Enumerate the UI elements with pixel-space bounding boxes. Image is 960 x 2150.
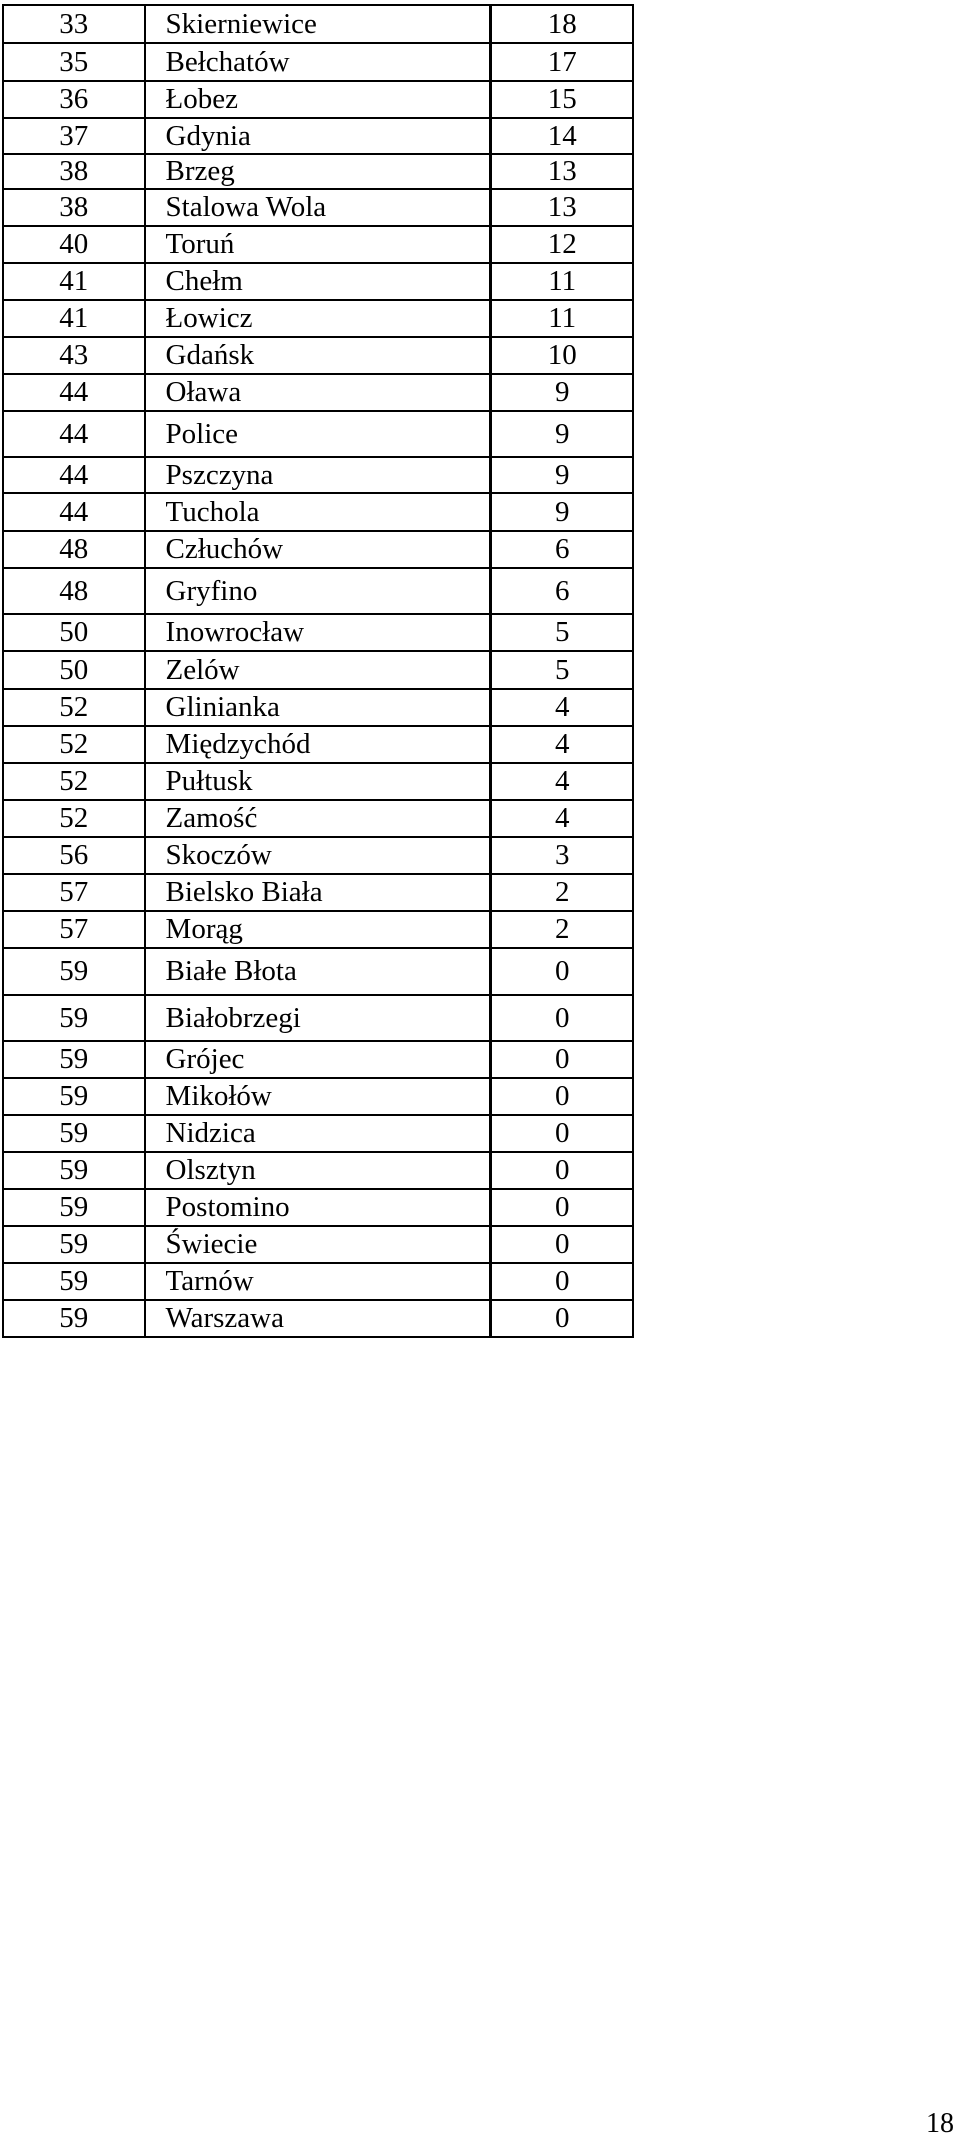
city-cell: Łowicz: [145, 300, 491, 337]
city-cell: Zelów: [145, 651, 491, 689]
rank-cell: 43: [3, 337, 145, 374]
table-row: [3, 337, 633, 374]
ranking-table: [2, 4, 634, 1338]
table-row: [3, 800, 633, 837]
score-cell: 4: [491, 726, 633, 763]
city-cell: Tarnów: [145, 1263, 491, 1300]
score-cell: 4: [491, 800, 633, 837]
rank-cell: 59: [3, 1300, 145, 1337]
city-cell: Grójec: [145, 1041, 491, 1078]
rank-cell: 52: [3, 689, 145, 726]
city-cell: Pułtusk: [145, 763, 491, 800]
table-row: [3, 1078, 633, 1115]
rank-cell: 35: [3, 43, 145, 81]
city-cell: Łobez: [145, 81, 491, 118]
table-row: [3, 874, 633, 911]
score-cell: 9: [491, 493, 633, 531]
rank-cell: 50: [3, 651, 145, 689]
city-cell: Olsztyn: [145, 1152, 491, 1189]
city-cell: Bełchatów: [145, 43, 491, 81]
table-row: [3, 1189, 633, 1226]
rank-cell: 52: [3, 763, 145, 800]
rank-cell: 44: [3, 411, 145, 457]
rank-cell: 40: [3, 226, 145, 263]
rank-cell: 59: [3, 995, 145, 1041]
score-cell: 11: [491, 263, 633, 300]
rank-cell: 38: [3, 189, 145, 226]
score-cell: 0: [491, 995, 633, 1041]
city-cell: Bielsko Biała: [145, 874, 491, 911]
rank-cell: 52: [3, 800, 145, 837]
table-row: [3, 457, 633, 493]
rank-cell: 44: [3, 374, 145, 411]
table-row: [3, 226, 633, 263]
city-cell: Pszczyna: [145, 457, 491, 493]
rank-cell: 41: [3, 263, 145, 300]
city-cell: Białobrzegi: [145, 995, 491, 1041]
score-cell: 0: [491, 1152, 633, 1189]
ranking-table-body: [3, 5, 633, 1337]
table-row: [3, 154, 633, 189]
city-cell: Chełm: [145, 263, 491, 300]
table-row: [3, 81, 633, 118]
table-row: [3, 1041, 633, 1078]
score-cell: 9: [491, 374, 633, 411]
city-cell: Postomino: [145, 1189, 491, 1226]
score-cell: 13: [491, 189, 633, 226]
rank-cell: 57: [3, 911, 145, 948]
rank-cell: 37: [3, 118, 145, 154]
table-row: [3, 1152, 633, 1189]
city-cell: Międzychód: [145, 726, 491, 763]
score-cell: 0: [491, 1189, 633, 1226]
city-cell: Stalowa Wola: [145, 189, 491, 226]
rank-cell: 52: [3, 726, 145, 763]
city-cell: Nidzica: [145, 1115, 491, 1152]
table-row: [3, 189, 633, 226]
city-cell: Zamość: [145, 800, 491, 837]
rank-cell: 48: [3, 531, 145, 568]
city-cell: Toruń: [145, 226, 491, 263]
table-row: [3, 911, 633, 948]
rank-cell: 48: [3, 568, 145, 614]
table-row: [3, 763, 633, 800]
score-cell: 5: [491, 614, 633, 651]
table-row: [3, 300, 633, 337]
city-cell: Gdańsk: [145, 337, 491, 374]
rank-cell: 59: [3, 1041, 145, 1078]
score-cell: 0: [491, 1226, 633, 1263]
score-cell: 11: [491, 300, 633, 337]
score-cell: 10: [491, 337, 633, 374]
score-cell: 12: [491, 226, 633, 263]
rank-cell: 59: [3, 1226, 145, 1263]
score-cell: 0: [491, 1078, 633, 1115]
score-cell: 14: [491, 118, 633, 154]
table-row: [3, 374, 633, 411]
city-cell: Brzeg: [145, 154, 491, 189]
table-row: [3, 568, 633, 614]
table-row: [3, 411, 633, 457]
rank-cell: 59: [3, 1263, 145, 1300]
rank-cell: 44: [3, 457, 145, 493]
score-cell: 9: [491, 411, 633, 457]
city-cell: Police: [145, 411, 491, 457]
score-cell: 6: [491, 531, 633, 568]
table-row: [3, 5, 633, 43]
rank-cell: 59: [3, 1189, 145, 1226]
table-row: [3, 43, 633, 81]
table-row: [3, 118, 633, 154]
rank-cell: 38: [3, 154, 145, 189]
city-cell: Oława: [145, 374, 491, 411]
score-cell: 4: [491, 763, 633, 800]
rank-cell: 50: [3, 614, 145, 651]
score-cell: 5: [491, 651, 633, 689]
rank-cell: 59: [3, 1152, 145, 1189]
table-row: [3, 1226, 633, 1263]
city-cell: Mikołów: [145, 1078, 491, 1115]
rank-cell: 59: [3, 1115, 145, 1152]
city-cell: Morąg: [145, 911, 491, 948]
rank-cell: 36: [3, 81, 145, 118]
city-cell: Skierniewice: [145, 5, 491, 43]
city-cell: Tuchola: [145, 493, 491, 531]
rank-cell: 44: [3, 493, 145, 531]
city-cell: Inowrocław: [145, 614, 491, 651]
score-cell: 2: [491, 874, 633, 911]
rank-cell: 41: [3, 300, 145, 337]
table-row: [3, 1300, 633, 1337]
page-number: 18: [926, 2108, 954, 2139]
city-cell: Gryfino: [145, 568, 491, 614]
table-row: [3, 531, 633, 568]
rank-cell: 33: [3, 5, 145, 43]
rank-cell: 59: [3, 1078, 145, 1115]
table-row: [3, 995, 633, 1041]
score-cell: 9: [491, 457, 633, 493]
score-cell: 3: [491, 837, 633, 874]
table-row: [3, 948, 633, 995]
table-row: [3, 1263, 633, 1300]
score-cell: 2: [491, 911, 633, 948]
table-row: [3, 614, 633, 651]
table-row: [3, 689, 633, 726]
score-cell: 15: [491, 81, 633, 118]
table-row: [3, 263, 633, 300]
city-cell: Gdynia: [145, 118, 491, 154]
table-row: [3, 493, 633, 531]
city-cell: Człuchów: [145, 531, 491, 568]
table-row: [3, 837, 633, 874]
score-cell: 13: [491, 154, 633, 189]
city-cell: Świecie: [145, 1226, 491, 1263]
table-row: [3, 651, 633, 689]
rank-cell: 59: [3, 948, 145, 995]
score-cell: 0: [491, 1263, 633, 1300]
score-cell: 0: [491, 1041, 633, 1078]
table-row: [3, 1115, 633, 1152]
table-row: [3, 726, 633, 763]
score-cell: 0: [491, 1300, 633, 1337]
score-cell: 18: [491, 5, 633, 43]
score-cell: 6: [491, 568, 633, 614]
score-cell: 0: [491, 948, 633, 995]
city-cell: Warszawa: [145, 1300, 491, 1337]
rank-cell: 56: [3, 837, 145, 874]
score-cell: 0: [491, 1115, 633, 1152]
city-cell: Glinianka: [145, 689, 491, 726]
score-cell: 4: [491, 689, 633, 726]
city-cell: Skoczów: [145, 837, 491, 874]
city-cell: Białe Błota: [145, 948, 491, 995]
score-cell: 17: [491, 43, 633, 81]
rank-cell: 57: [3, 874, 145, 911]
